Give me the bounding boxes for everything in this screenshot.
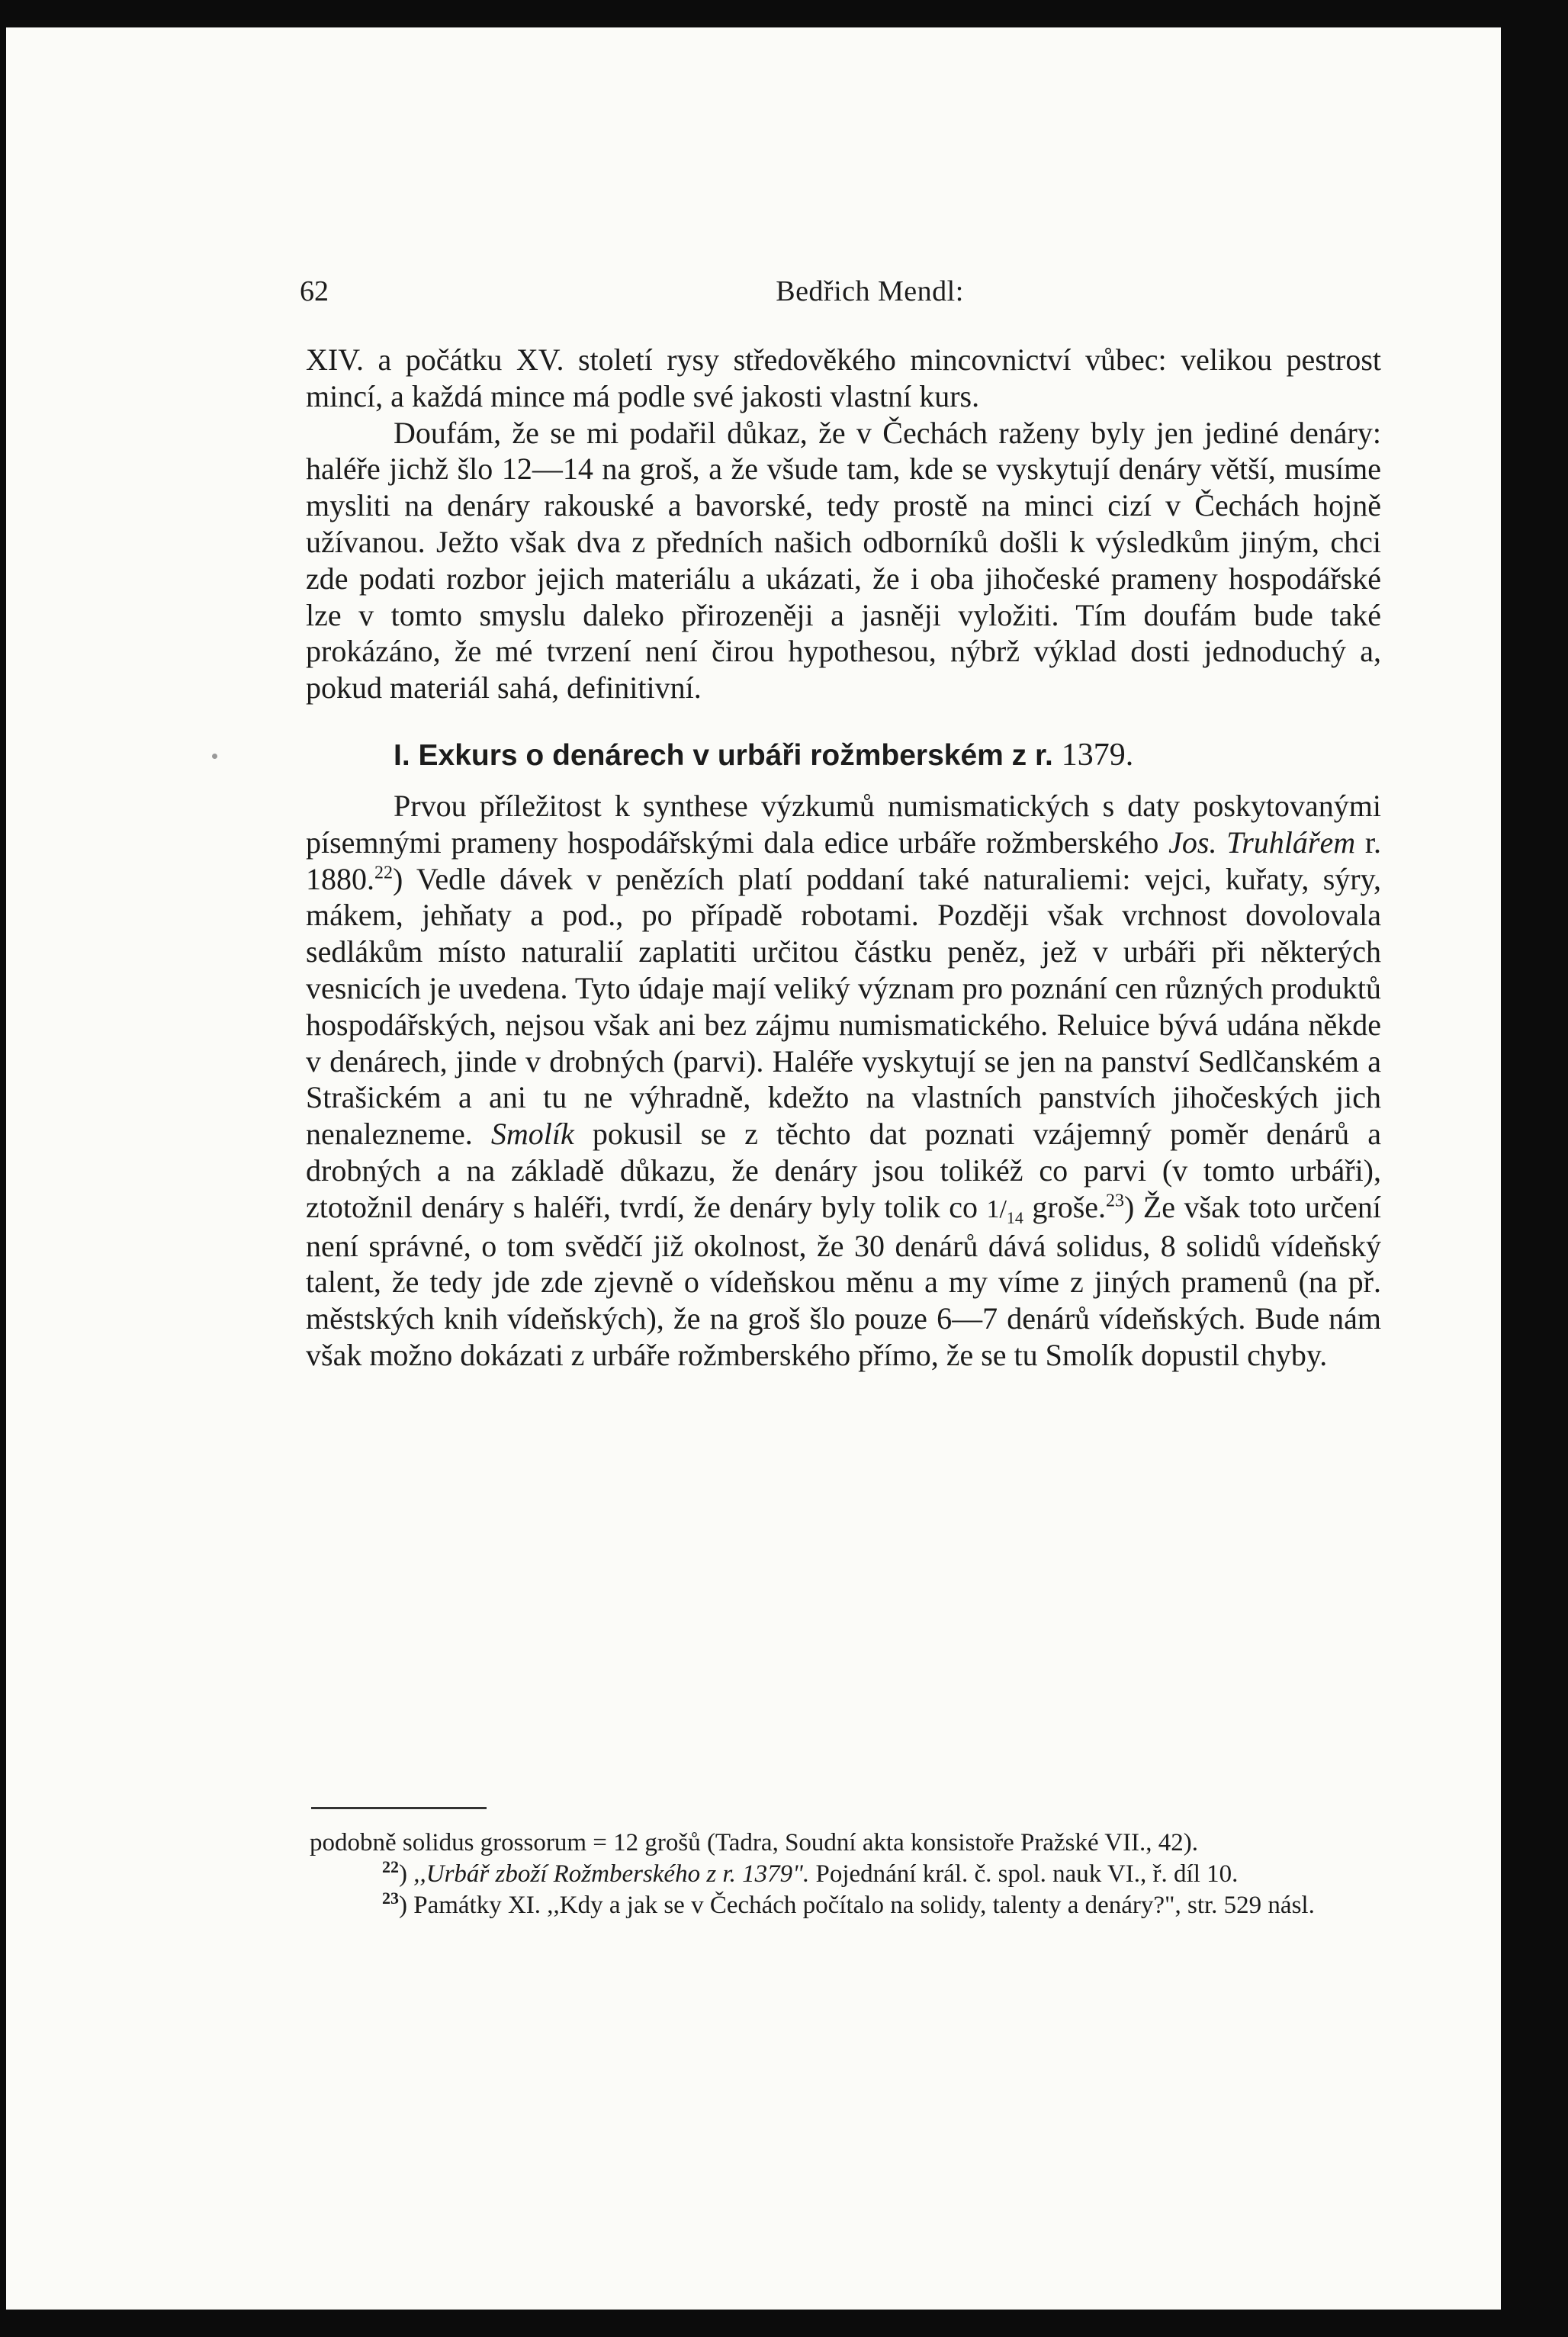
footnote-continuation: podobně solidus grossorum = 12 grošů (Tadra, Soudní akta konsistoře Pražské VII., 42). bbox=[310, 1829, 1199, 1856]
running-title: Bedřich Mendl: bbox=[776, 275, 964, 307]
footnote-ref-22[interactable]: 22 bbox=[374, 863, 393, 883]
text-run: ) Že však toto určení není správné, o tom svědčí již okolnost, že 30 denárů dává solidus, 8 solidů vídeňský talent, že tedy jde zde zjevně o vídeňskou měnu a my víme z jiných pramenů (na př. městských knih vídeňských), že na groš šlo pouze 6—7 denárů vídeňských. Bude nám však možno dokázati z urbáře rožmberského přímo, že se tu Smolík dopustil chyby. bbox=[306, 1189, 1382, 1372]
author-name: Smolík bbox=[490, 1117, 574, 1152]
text-run: pokusil se z těchto dat poznati vzájemný poměr denárů a drobných a na základě důkazu, že denáry jsou tolikéž co parvi (v tomto urbáři), ztotožnil denáry s haléři, tvrdí, že denáry byly tolik co bbox=[306, 1117, 1382, 1224]
footnote-mark-22: 22 bbox=[382, 1857, 399, 1876]
text-run: ) Vedle dávek v penězích platí poddaní také naturaliemi: vejci, kuřaty, sýry, mákem, jehňaty a pod., po případě robotami. Později však vrchnost dovolovala sedlákům místo naturalií zaplatiti určitou částku peněz, jež v urbáři při některých vesnicích je uvedena. Tyto údaje mají veliký význam pro poznání cen různých produktů hospodářských, nejsou však ani bez zájmu numismatického. Reluice bývá udána někde v denárech, jinde v drobných (parvi). Haléře vyskytují se jen na panství Sedlčanském a Strašickém a ani tu ne výhradně, kdežto na vlastních panstvích jihočeských jich nenalezneme. bbox=[306, 861, 1381, 1152]
footnote-mark-23: 23 bbox=[382, 1889, 399, 1908]
section-heading-year: 1379. bbox=[1061, 737, 1134, 773]
fraction-denominator: 14 bbox=[1006, 1207, 1023, 1227]
footnote-23-text: ) Památky XI. ,,Kdy a jak se v Čechách počítalo na solidy, talenty a denáry?", str. 529 násl. bbox=[399, 1892, 1315, 1919]
main-text bbox=[306, 342, 1381, 1374]
paragraph-section-body bbox=[306, 788, 1381, 1374]
text-run: groše. bbox=[1032, 1189, 1107, 1224]
footnote-22-title: ,,Urbář zboží Rožmberského z r. 1379". bbox=[413, 1860, 810, 1888]
fraction-numerator: 1 bbox=[986, 1194, 1000, 1223]
footnote-23 bbox=[310, 1890, 1381, 1921]
footnote-22-text: Pojednání král. č. spol. nauk VI., ř. díl 10. bbox=[815, 1860, 1239, 1888]
text-run: Prvou příležitost k synthese výzkumů numismatických s daty poskytovanými písemnými prameny hospodářskými dala edice urbáře rožmberského bbox=[306, 788, 1381, 860]
paragraph-continuation: XIV. a počátku XV. století rysy středověkého mincovnictví vůbec: velikou pestrost mincí, a každá mince má podle své jakosti vlastní kurs. bbox=[306, 342, 1381, 413]
footnote-22: $^{22}$) ,,Urbář zboží Rožmberského z r. 1379". Pojednání král. č. spol. nauk VI., ř. díl 10. bbox=[382, 1857, 1239, 1888]
paragraph-argument: Doufám, že se mi podařil důkaz, že v Čechách raženy byly jen jediné denáry: haléře jichž šlo 12—14 na groš, a že všude tam, kde se vyskytují denáry větší, musíme mysliti na denáry rakouské a bavorské, tedy prostě na minci cizí v Čechách hojně užívanou. Ježto však dva z předních našich odborníků došli k výsledkům jiným, chci zde podati rozbor jejich materiálu a ukázati, že i oba jihočeské prameny hospodářské lze v tomto smyslu daleko přirozeněji a jasněji vyložiti. Tím doufám bude také prokázáno, že mé tvrzení není čirou hypothesou, nýbrž výklad dosti jednoduchý a, pokud materiál sahá, definitivní. bbox=[306, 415, 1381, 706]
book-page bbox=[6, 27, 1501, 2310]
footnotes bbox=[310, 1827, 1381, 1921]
margin-mark bbox=[212, 754, 217, 759]
footnote-ref-23[interactable]: 23 bbox=[1106, 1191, 1125, 1211]
footnote-rule bbox=[311, 1807, 487, 1809]
page-number: 62 bbox=[300, 275, 329, 307]
section-heading bbox=[306, 737, 1381, 774]
fraction: $1/_{14}$ bbox=[986, 1194, 1023, 1227]
section-heading-text: I. Exkurs o denárech v urbáři rožmberském z r. bbox=[394, 738, 1053, 772]
author-name: Jos. Truhlářem bbox=[1168, 825, 1356, 860]
text-run: r. 1880. bbox=[306, 825, 1381, 896]
